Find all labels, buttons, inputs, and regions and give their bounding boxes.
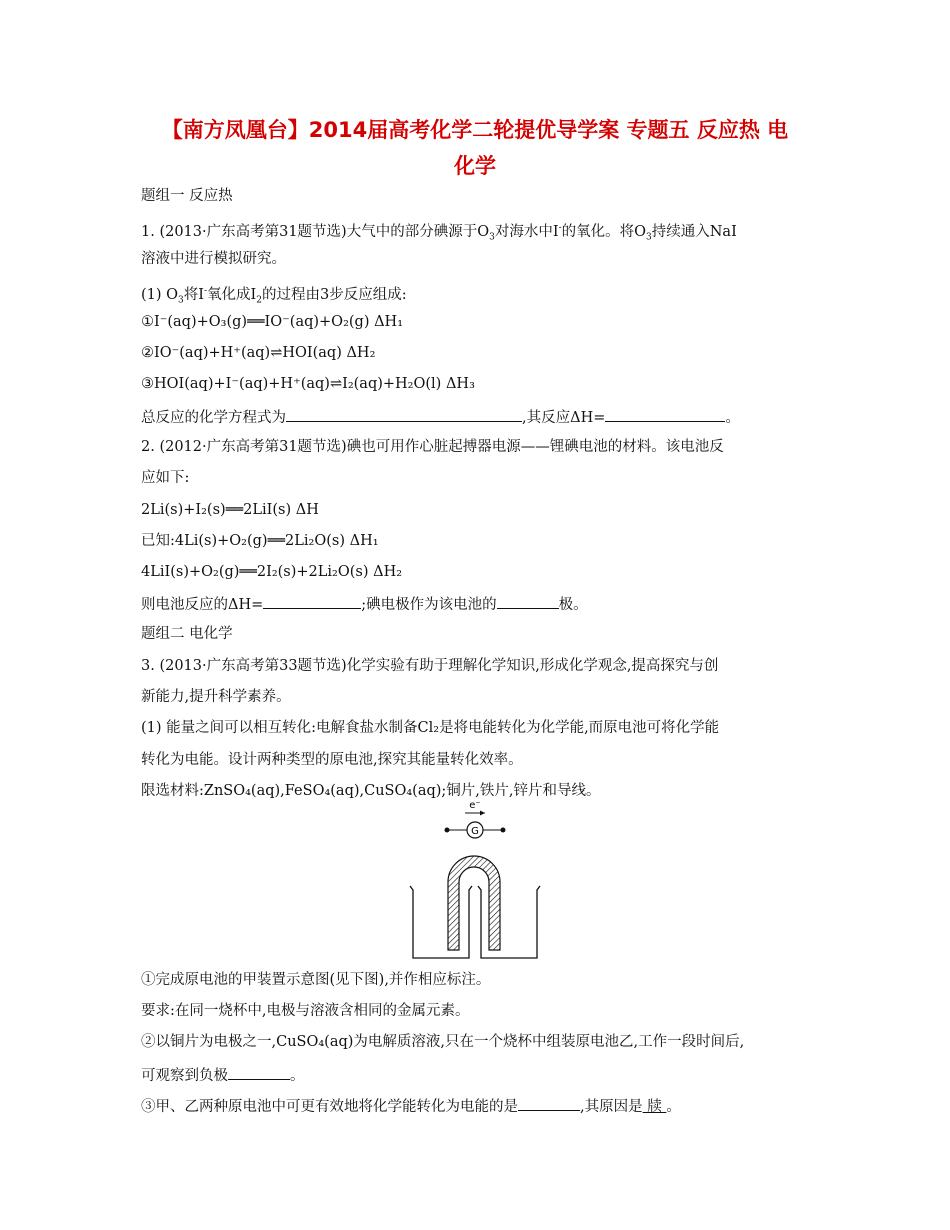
wire-terminal-right <box>501 828 506 833</box>
q3-item2-a: ②以铜片为电极之一,CuSO₄(aq)为电解质溶液,只在一个烧杯中组装原电池乙,工作一段时间后, <box>141 1034 745 1050</box>
q2-stem-line1: 2. (2012·广东高考第31题节选)碘也可用作心脏起搏器电源——锂碘电池的材料。该电池反 <box>141 439 724 455</box>
q1-sub1-b: 将I <box>183 286 205 303</box>
q1-step3: ③HOI(aq)+I⁻(aq)+H⁺(aq)⇌I₂(aq)+H₂O(l) ΔH₃ <box>141 376 475 392</box>
q1-sub1: (1) $O_3$将I-氧化成$I_2$的过程由3步反应组成: <box>141 286 407 306</box>
q3-materials: 限选材料:ZnSO₄(aq),FeSO₄(aq),CuSO₄(aq);铜片,铁片,锌片和导线。 <box>141 783 601 799</box>
page-title <box>110 112 840 184</box>
q1-sub1-a: (1) O <box>141 286 179 303</box>
q1-stem-c: 的氧化。将O <box>561 223 647 240</box>
answer-blank[interactable] <box>605 406 725 422</box>
q3-item2-b <box>141 1064 305 1086</box>
electron-arrow <box>465 811 485 816</box>
q2-ask-c: 极。 <box>558 597 588 613</box>
q2-ask <box>141 593 588 615</box>
q2-known2: 4LiI(s)+O₂(g)══2I₂(s)+2Li₂O(s) ΔH₂ <box>141 564 403 580</box>
q1-total-c: 。 <box>725 410 740 426</box>
q2-ask-b: ;碘电极作为该电池的 <box>361 597 497 613</box>
answer-blank[interactable] <box>286 406 522 422</box>
q1-step1: ①I⁻(aq)+O₃(g)══IO⁻(aq)+O₂(g) ΔH₁ <box>141 314 404 330</box>
beaker-right <box>478 886 540 958</box>
q1-stem-line2: 溶液中进行模拟研究。 <box>141 251 286 267</box>
q2-stem-line2: 应如下: <box>141 470 190 486</box>
answer-blank[interactable] <box>263 593 361 609</box>
q1-stem-b: 对海水中I <box>494 223 559 240</box>
q1-sub1-d: 的过程由3步反应组成: <box>262 286 407 303</box>
q3-item3 <box>141 1095 681 1117</box>
q2-ask-a: 则电池反应的ΔH= <box>141 597 264 613</box>
q3-item3-c: 。 <box>666 1099 681 1115</box>
galvanometer-label: G <box>471 826 479 837</box>
q1-sub1-c: 氧化成I <box>207 286 257 303</box>
q3-item1-requirement: 要求:在同一烧杯中,电极与溶液含相同的金属元素。 <box>141 1003 470 1019</box>
title-line-1: 【南方凤凰台】2014届高考化学二轮提优导学案 专题五 反应热 电 <box>161 118 789 142</box>
wire-terminal-left <box>445 828 450 833</box>
q2-reaction: 2Li(s)+I₂(s)══2LiI(s) ΔH <box>141 502 319 518</box>
q1-step2: ②IO⁻(aq)+H⁺(aq)⇌HOI(aq) ΔH₂ <box>141 345 376 361</box>
title-line-2: 化学 <box>454 154 496 178</box>
q3-para1-a: (1) 能量之间可以相互转化:电解食盐水制备Cl₂是将电能转化为化学能,而原电池可将化学能 <box>141 720 720 736</box>
q2-known1: 已知:4Li(s)+O₂(g)══2Li₂O(s) ΔH₁ <box>141 533 379 549</box>
q3-stem-line2: 新能力,提升科学素养。 <box>141 689 291 705</box>
answer-blank[interactable] <box>518 1095 580 1111</box>
salt-bridge <box>448 856 500 950</box>
q3-stem-line1: 3. (2013·广东高考第33题节选)化学实验有助于理解化学知识,形成化学观念,提高探究与创 <box>141 658 719 674</box>
q1-stem-a: 1. (2013·广东高考第31题节选)大气中的部分碘源于O <box>141 223 490 240</box>
q3-item2-b-b: 。 <box>290 1068 305 1084</box>
q1-total <box>141 406 740 428</box>
q3-item3-answer: 牍 <box>642 1099 667 1115</box>
q3-para1-b: 转化为电能。设计两种类型的原电池,探究其能量转化效率。 <box>141 752 523 768</box>
electron-label: e⁻ <box>469 800 481 811</box>
q3-item3-b: ,其原因是 <box>580 1099 643 1115</box>
q3-item2-b-a: 可观察到负极 <box>141 1068 228 1084</box>
q3-item1: ①完成原电池的甲装置示意图(见下图),并作相应标注。 <box>141 972 491 988</box>
group1-heading: 题组一 反应热 <box>141 188 233 204</box>
galvanic-cell-diagram <box>405 800 555 960</box>
group2-heading: 题组二 电化学 <box>141 626 233 642</box>
q1-stem-line1: 1. (2013·广东高考第31题节选)大气中的部分碘源于$O_3$对海水中I-的氧化。将$O_3$持续通入NaI <box>141 223 737 243</box>
q1-total-a: 总反应的化学方程式为 <box>141 410 286 426</box>
q1-stem-d: 持续通入NaI <box>651 223 737 240</box>
answer-blank[interactable] <box>228 1064 290 1080</box>
answer-blank[interactable] <box>497 593 559 609</box>
beaker-left <box>410 886 472 958</box>
q3-item3-a: ③甲、乙两种原电池中可更有效地将化学能转化为电能的是 <box>141 1099 518 1115</box>
q1-total-b: ,其反应ΔH= <box>522 410 606 426</box>
